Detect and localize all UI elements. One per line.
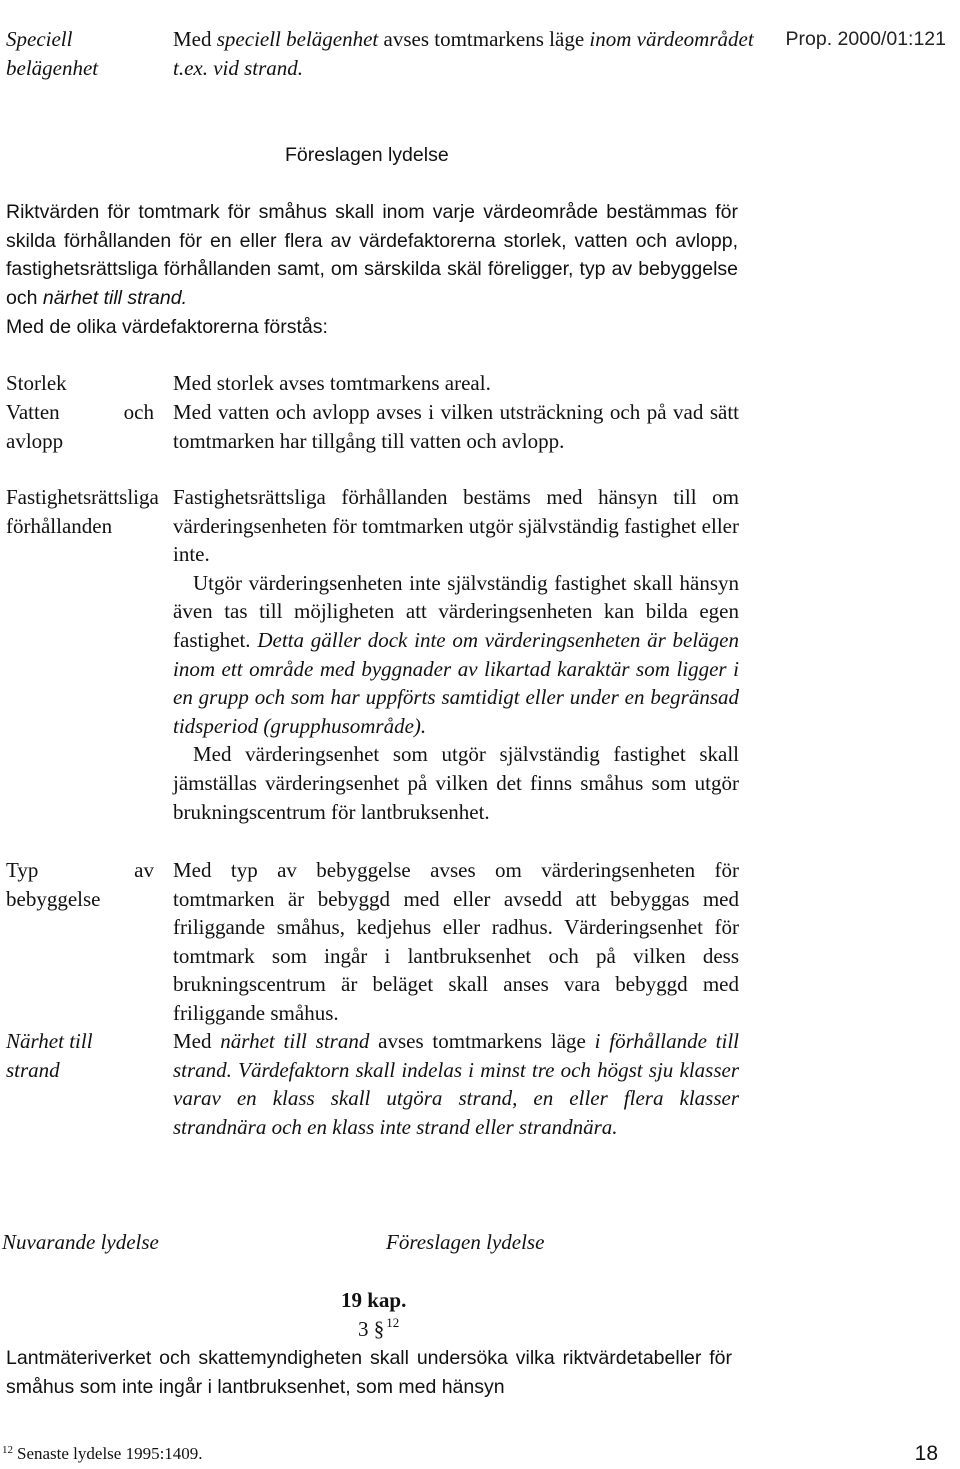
chapter-heading: 19 kap. — [341, 1288, 407, 1312]
intro-speciell-belagenhet: Med speciell belägenhet avses tomtmarkens läge inom värdeområdet t.ex. vid strand. — [173, 27, 754, 80]
proposed-heading: Föreslagen lydelse — [285, 144, 449, 166]
fastighet-para-2: Utgör värderingsenheten inte självständig fastighet skall hänsyn även tas till möjligheten att värderingsenheten kan bilda egen fastighet. Detta gäller dock inte om värderingsenheten är belägen inom ett område med byggnader av likartad karaktär som ligger i en grupp och som har uppförts samtidigt eller under en begränsad tidsperiod (grupphusområde). — [173, 570, 740, 738]
prop-reference: Prop. 2000/01:121 — [785, 28, 946, 50]
page-number: 18 — [914, 1442, 938, 1465]
factor-label-typ: Typ av bebyggelse — [6, 858, 154, 911]
footnote: $^{12}$ Senaste lydelse 1995:1409. — [2, 1444, 203, 1463]
factor-text-vatten: Med vatten och avlopp avses i vilken utsträckning och på vad sätt tomtmarken har tillgång till vatten och avlopp. — [173, 400, 739, 453]
factor-label-storlek: Storlek — [6, 371, 67, 395]
factor-text-fastighet — [173, 483, 739, 826]
factor-text-narhet: Med närhet till strand avses tomtmarkens läge i förhållande till strand. Värdefaktorn skall indelas i minst tre och högst sju klasser varav en klass skall utgöra strand, en eller flera klasser strandnära och en klass inte strand eller strandnära. — [173, 1029, 740, 1139]
intro-lead-in: Med de olika värdefaktorerna förstås: — [6, 316, 328, 338]
factor-label-fastighet: Fastighetsrättsliga förhållanden — [6, 485, 159, 538]
intro-paragraph: Riktvärden för tomtmark för småhus skall inom varje värdeområde bestämmas för skilda förhållanden för en eller flera av värdefaktorerna storlek, vatten och avlopp, fastighetsrättsliga förhållanden samt, om särskilda skäl föreligger, typ av bebyggelse och närhet till strand. — [6, 201, 738, 309]
fastighet-para-3: Med värderingsenhet som utgör självständig fastighet skall jämställas värderingsenhet på vilken det finns småhus som utgör brukningscentrum för lantbruksenhet. — [173, 742, 739, 824]
factor-label-vatten: Vatten och avlopp — [6, 400, 154, 453]
paragraph-heading: 3 § $^{12}$ — [358, 1315, 400, 1341]
fastighet-para-1: Fastighetsrättsliga förhållanden bestäms med hänsyn till om värderingsenheten för tomtmarken utgör självständig fastighet eller inte. — [173, 485, 739, 567]
factor-text-typ: Med typ av bebyggelse avses om värderingsenheten för tomtmarken är bebyggd med eller avsedd att bebyggas med friliggande småhus, kedjehus eller radhus. Värderingsenhet för tomtmark som ingår i lantbruksenhet och på vilken dess brukningscentrum är beläget skall anses vara bebyggd med friliggande småhus. — [173, 858, 739, 1025]
factor-label-narhet: Närhet till strand — [6, 1029, 93, 1082]
section-text: Lantmäteriverket och skattemyndigheten skall undersöka vilka riktvärdetabeller för småhus som inte ingår i lantbruksenhet, som med hänsyn — [6, 1347, 732, 1398]
footnote-ref[interactable]: 12 — [386, 1315, 400, 1330]
factor-text-storlek: Med storlek avses tomtmarkens areal. — [173, 371, 491, 395]
margin-label-speciell: Speciell belägenhet — [6, 27, 99, 80]
column-heading-proposed: Föreslagen lydelse — [386, 1230, 545, 1254]
column-heading-current: Nuvarande lydelse — [2, 1230, 159, 1254]
